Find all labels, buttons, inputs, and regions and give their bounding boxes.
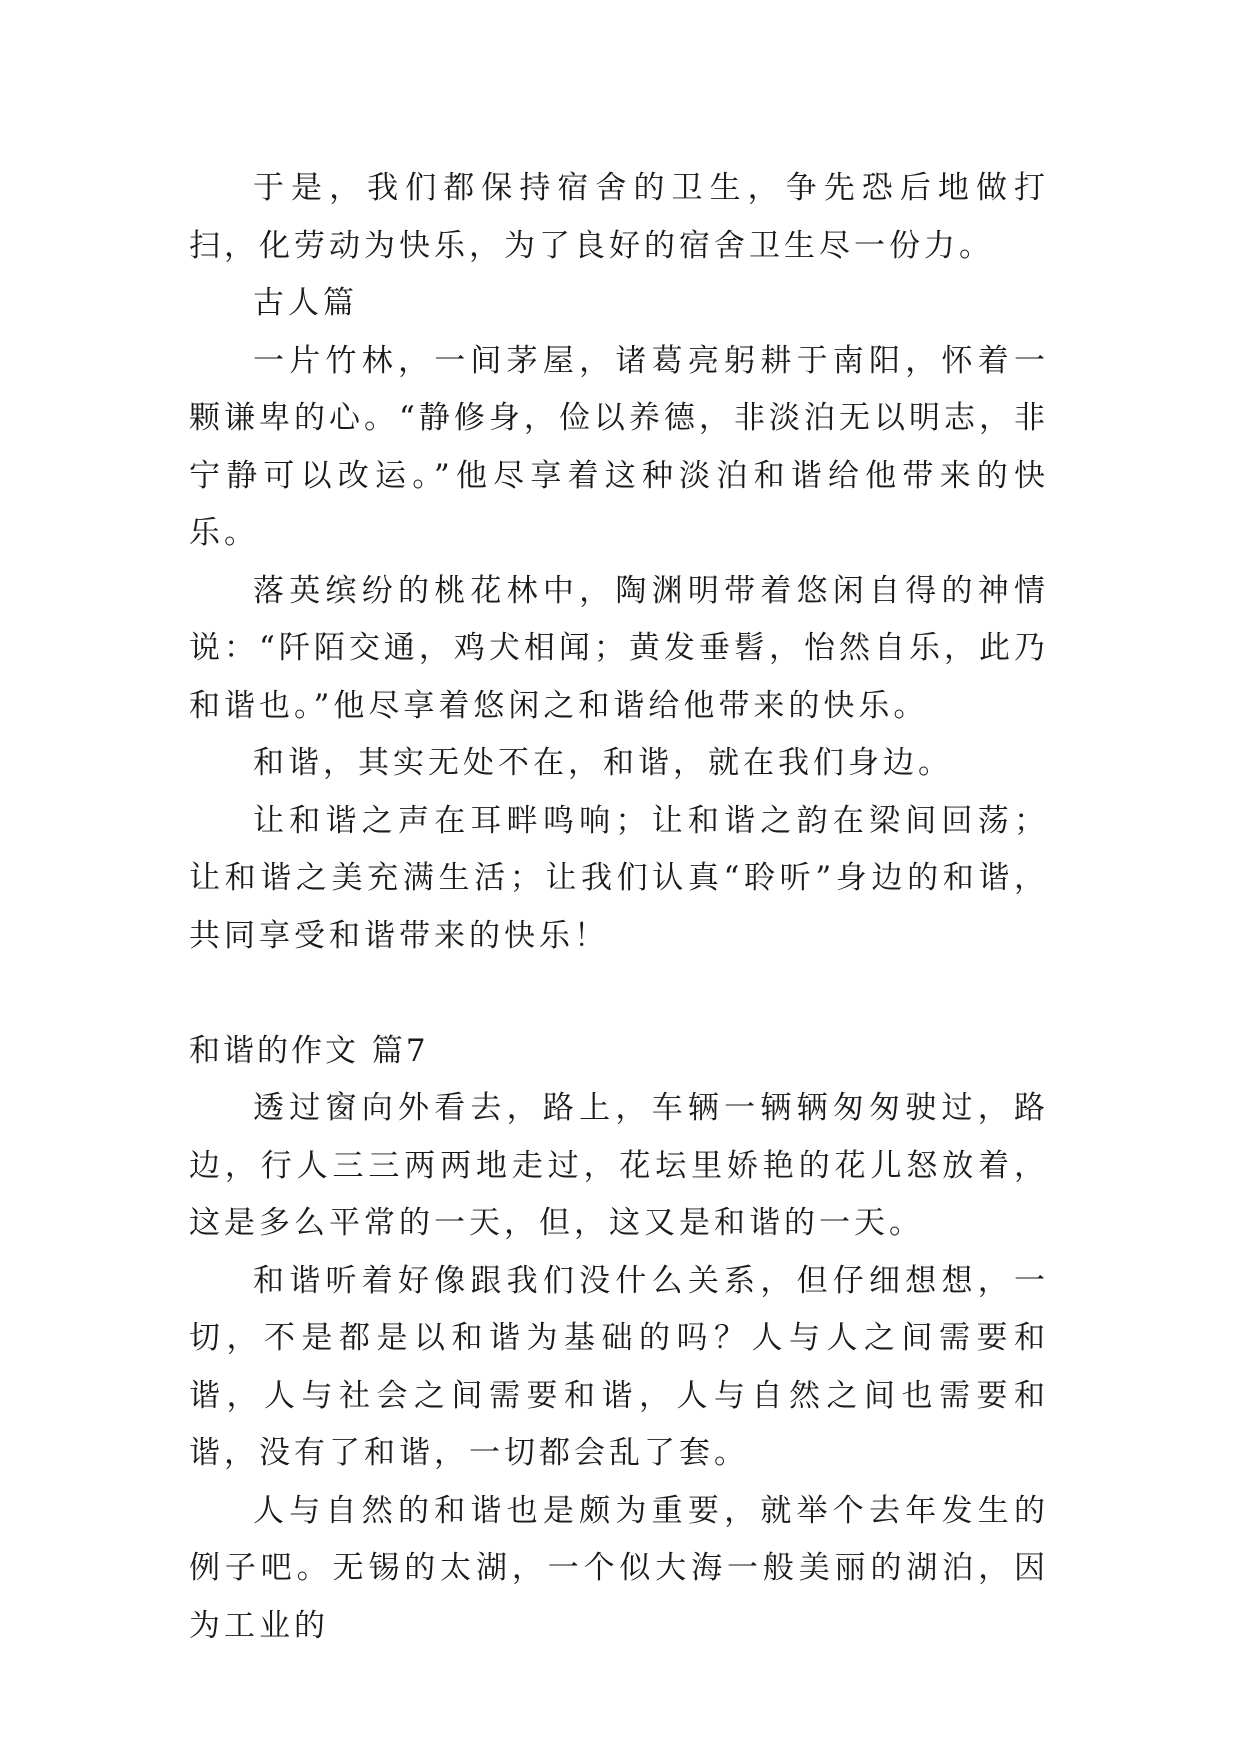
paragraph: 落英缤纷的桃花林中，陶渊明带着悠闲自得的神情说：“阡陌交通，鸡犬相闻；黄发垂髫，怡然自乐，此乃和谐也。”他尽享着悠闲之和谐给他带来的快乐。: [189, 572, 1049, 724]
paragraph: 和谐，其实无处不在，和谐，就在我们身边。: [253, 745, 953, 781]
paragraph: 人与自然的和谐也是颇为重要，就举个去年发生的例子吧。无锡的太湖，一个似大海一般美丽的湖泊，因为工业的: [189, 1492, 1049, 1644]
section-heading: 和谐的作文 篇7: [189, 1032, 429, 1069]
section-spacer: [189, 965, 1049, 1023]
paragraph: 和谐听着好像跟我们没什么关系，但仔细想想，一切，不是都是以和谐为基础的吗？人与人之间需要和谐，人与社会之间需要和谐，人与自然之间也需要和谐，没有了和谐，一切都会乱了套。: [189, 1262, 1049, 1471]
document-body: [189, 160, 1049, 1655]
paragraph: 一片竹林，一间茅屋，诸葛亮躬耕于南阳，怀着一颗谦卑的心。“静修身，俭以养德，非淡泊无以明志，非宁静可以改运。”他尽享着这种淡泊和谐给他带来的快乐。: [189, 342, 1049, 551]
subheading-ancients: 古人篇: [253, 285, 358, 321]
paragraph: 于是，我们都保持宿舍的卫生，争先恐后地做打扫，化劳动为快乐，为了良好的宿舍卫生尽一份力。: [189, 170, 1049, 264]
paragraph: 让和谐之声在耳畔鸣响；让和谐之韵在梁间回荡；让和谐之美充满生活；让我们认真“聆听”身边的和谐，共同享受和谐带来的快乐！: [189, 802, 1049, 954]
paragraph: 透过窗向外看去，路上，车辆一辆辆匆匆驶过，路边，行人三三两两地走过，花坛里娇艳的花儿怒放着，这是多么平常的一天，但，这又是和谐的一天。: [189, 1090, 1049, 1241]
